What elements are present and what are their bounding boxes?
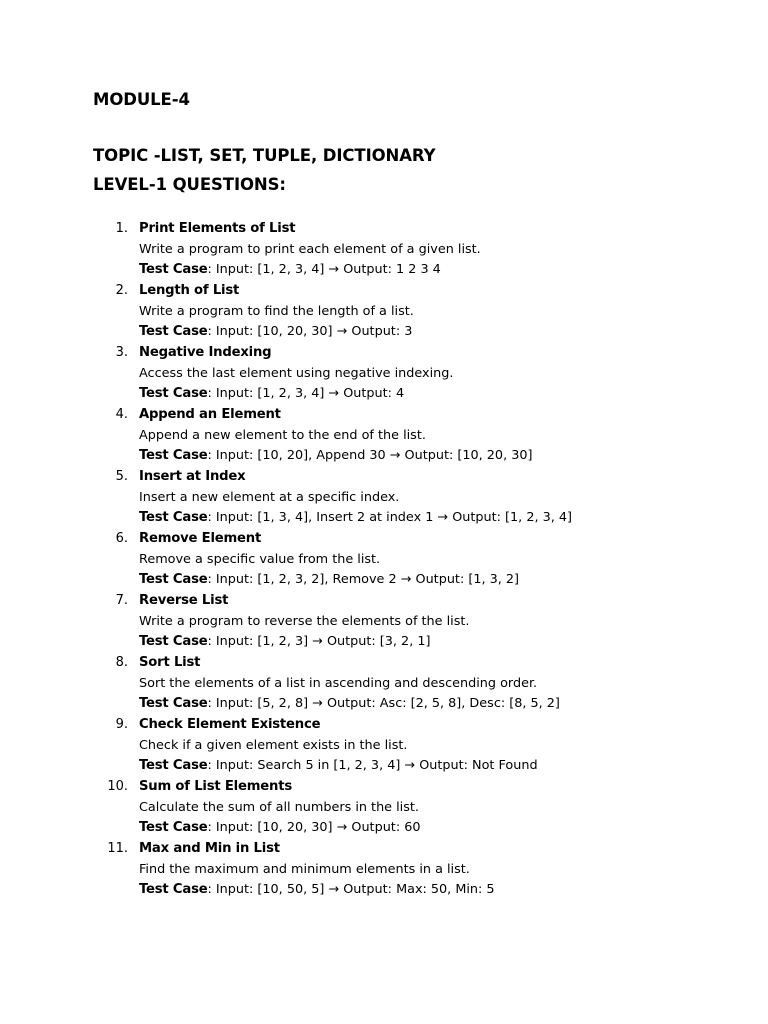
list-item [0, 529, 768, 591]
test-case-text: : Input: Search 5 in [1, 2, 3, 4] → Output: Not Found [207, 758, 538, 773]
item-description: Write a program to find the length of a list. [139, 304, 414, 319]
item-number: 9. [115, 717, 128, 732]
test-case-label: Test Case [139, 448, 208, 463]
test-case-text: : Input: [1, 2, 3, 4] → Output: 4 [207, 386, 405, 401]
test-case-text: : Input: [10, 20, 30] → Output: 3 [207, 324, 413, 339]
item-title: Sort List [139, 655, 201, 670]
test-case-label: Test Case [139, 882, 208, 897]
item-test-case [139, 756, 538, 776]
item-description: Write a program to reverse the elements of the list. [139, 614, 470, 629]
list-item [0, 839, 768, 901]
item-test-case [139, 880, 495, 900]
item-number: 4. [115, 407, 128, 422]
item-test-case [139, 260, 441, 280]
topic-title: TOPIC -LIST, SET, TUPLE, DICTIONARY [93, 146, 436, 165]
list-item [0, 281, 768, 343]
list-item [0, 777, 768, 839]
item-test-case [139, 694, 560, 714]
item-title: Check Element Existence [139, 717, 321, 732]
module-title: MODULE-4 [93, 90, 190, 109]
item-test-case [139, 508, 572, 528]
item-description: Find the maximum and minimum elements in a list. [139, 862, 470, 877]
item-title: Print Elements of List [139, 221, 296, 236]
item-test-case [139, 322, 412, 342]
list-item [0, 591, 768, 653]
item-test-case [139, 632, 430, 652]
test-case-label: Test Case [139, 510, 208, 525]
item-description: Sort the elements of a list in ascending and descending order. [139, 676, 538, 691]
test-case-label: Test Case [139, 820, 208, 835]
item-number: 2. [115, 283, 128, 298]
item-description: Append a new element to the end of the list. [139, 428, 426, 443]
item-description: Write a program to print each element of a given list. [139, 242, 481, 257]
item-test-case [139, 384, 404, 404]
item-number: 8. [115, 655, 128, 670]
test-case-text: : Input: [10, 50, 5] → Output: Max: 50, Min: 5 [207, 882, 495, 897]
test-case-label: Test Case [139, 324, 208, 339]
item-number: 1. [115, 221, 128, 236]
item-title: Max and Min in List [139, 841, 280, 856]
test-case-text: : Input: [10, 20], Append 30 → Output: [10, 20, 30] [207, 448, 533, 463]
question-list [0, 219, 768, 901]
test-case-text: : Input: [1, 3, 4], Insert 2 at index 1 → Output: [1, 2, 3, 4] [207, 510, 573, 525]
test-case-text: : Input: [1, 2, 3] → Output: [3, 2, 1] [207, 634, 431, 649]
item-title: Length of List [139, 283, 240, 298]
test-case-label: Test Case [139, 386, 208, 401]
list-item [0, 405, 768, 467]
item-number: 10. [107, 779, 128, 794]
item-test-case [139, 570, 519, 590]
list-item [0, 653, 768, 715]
item-description: Remove a specific value from the list. [139, 552, 381, 567]
list-item [0, 715, 768, 777]
test-case-label: Test Case [139, 758, 208, 773]
test-case-text: : Input: [5, 2, 8] → Output: Asc: [2, 5, 8], Desc: [8, 5, 2] [207, 696, 560, 711]
item-title: Negative Indexing [139, 345, 272, 360]
item-title: Append an Element [139, 407, 281, 422]
test-case-text: : Input: [1, 2, 3, 2], Remove 2 → Output: [1, 3, 2] [207, 572, 520, 587]
test-case-label: Test Case [139, 572, 208, 587]
item-test-case [139, 818, 421, 838]
list-item [0, 343, 768, 405]
item-number: 7. [115, 593, 128, 608]
item-number: 3. [115, 345, 128, 360]
test-case-label: Test Case [139, 262, 208, 277]
item-test-case [139, 446, 533, 466]
item-number: 6. [115, 531, 128, 546]
list-item [0, 219, 768, 281]
test-case-label: Test Case [139, 696, 208, 711]
item-title: Remove Element [139, 531, 262, 546]
item-title: Sum of List Elements [139, 779, 292, 794]
item-title: Reverse List [139, 593, 229, 608]
item-number: 5. [115, 469, 128, 484]
level-title: LEVEL-1 QUESTIONS: [93, 175, 286, 194]
test-case-text: : Input: [10, 20, 30] → Output: 60 [207, 820, 421, 835]
item-description: Access the last element using negative indexing. [139, 366, 454, 381]
item-title: Insert at Index [139, 469, 246, 484]
test-case-label: Test Case [139, 634, 208, 649]
list-item [0, 467, 768, 529]
test-case-text: : Input: [1, 2, 3, 4] → Output: 1 2 3 4 [207, 262, 441, 277]
item-description: Insert a new element at a specific index. [139, 490, 400, 505]
item-description: Calculate the sum of all numbers in the list. [139, 800, 419, 815]
item-description: Check if a given element exists in the list. [139, 738, 408, 753]
item-number: 11. [107, 841, 128, 856]
